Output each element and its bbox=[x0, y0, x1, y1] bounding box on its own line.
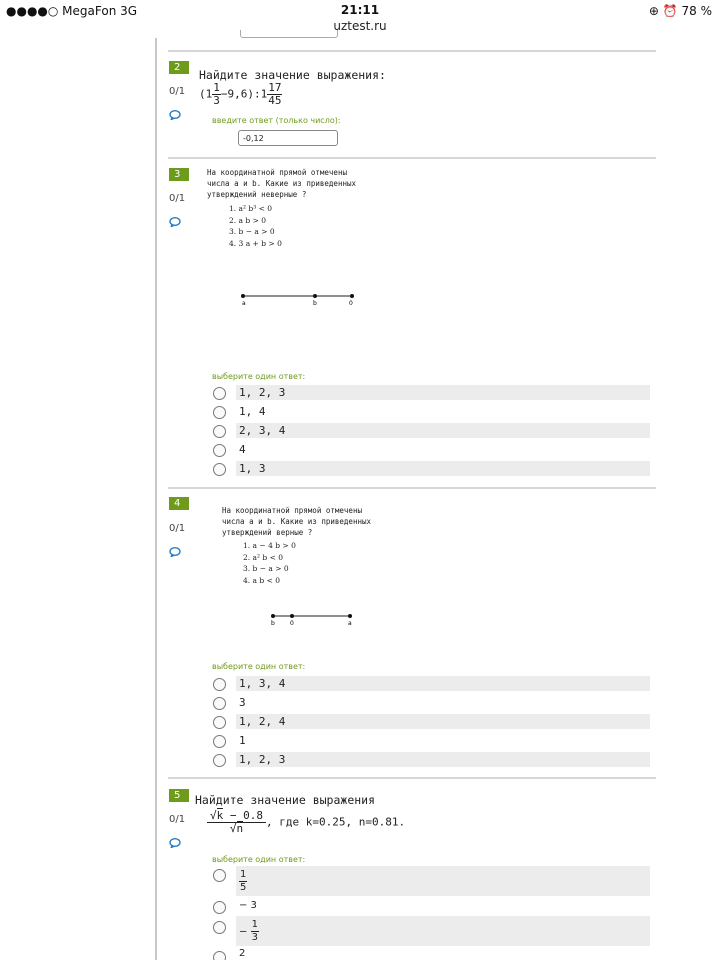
option-label[interactable]: 1, 2, 3 bbox=[236, 752, 650, 767]
numerator: √k − 0.8 bbox=[207, 810, 266, 823]
numberline-label: b bbox=[271, 620, 275, 627]
denominator: 45 bbox=[268, 94, 282, 107]
question-title: Найдите значение выражения: bbox=[199, 68, 386, 82]
option-label[interactable]: 1, 4 bbox=[239, 405, 266, 418]
numerator: 1 bbox=[213, 81, 220, 94]
url-bar[interactable]: uztest.ru bbox=[333, 19, 387, 33]
option-label[interactable] bbox=[236, 866, 650, 896]
denominator: 5 bbox=[240, 882, 247, 893]
sign: − bbox=[239, 926, 248, 938]
question-score: 0/1 bbox=[169, 523, 186, 534]
numberline-label: b bbox=[313, 300, 317, 307]
question-title: Найдите значение выражения bbox=[195, 793, 376, 807]
option-label[interactable]: 1 bbox=[239, 734, 246, 747]
option-radio[interactable] bbox=[213, 869, 226, 882]
divider bbox=[168, 50, 656, 52]
question-number: 5 bbox=[169, 789, 189, 802]
statement: 3. b − a > 0 bbox=[229, 227, 275, 236]
answer-hint: выберите один ответ: bbox=[212, 855, 306, 864]
option-radio[interactable] bbox=[213, 463, 226, 476]
option-radio[interactable] bbox=[213, 387, 226, 400]
expr-part: (1 bbox=[199, 87, 213, 101]
option-radio[interactable] bbox=[213, 697, 226, 710]
question-number: 2 bbox=[169, 61, 189, 74]
statement: 1. a − 4 b > 0 bbox=[243, 541, 296, 550]
radicand: n bbox=[236, 822, 244, 835]
divider bbox=[168, 487, 656, 489]
math-expression bbox=[199, 82, 282, 107]
option-radio[interactable] bbox=[213, 901, 226, 914]
denominator: 3 bbox=[213, 94, 220, 107]
fraction bbox=[267, 82, 282, 107]
expr-part: −9,6):1 bbox=[220, 87, 268, 101]
comment-icon[interactable] bbox=[169, 547, 181, 557]
option-radio[interactable] bbox=[213, 425, 226, 438]
fraction bbox=[251, 919, 259, 944]
comment-icon[interactable] bbox=[169, 217, 181, 227]
content-border bbox=[155, 38, 157, 960]
answer-input[interactable]: -0,12 bbox=[238, 130, 338, 146]
option-radio[interactable] bbox=[213, 678, 226, 691]
answer-hint: выберите один ответ: bbox=[212, 372, 306, 381]
number-line bbox=[238, 290, 360, 308]
statement-list bbox=[229, 203, 282, 249]
option-label[interactable]: 1, 3, 4 bbox=[236, 676, 650, 691]
answer-hint: введите ответ (только число): bbox=[212, 116, 341, 125]
fraction bbox=[212, 82, 221, 107]
carrier-signal: ●●●●○ MegaFon 3G bbox=[6, 4, 138, 18]
numerator: 1 bbox=[240, 869, 247, 880]
option-label[interactable]: 2 bbox=[239, 948, 246, 959]
radicand: k bbox=[216, 809, 224, 822]
numberline-label: 0 bbox=[290, 620, 294, 627]
option-label[interactable]: 4 bbox=[239, 443, 246, 456]
statement: 3. b − a > 0 bbox=[243, 564, 289, 573]
battery-indicator: ⊕ ⏰ 78 % bbox=[648, 4, 712, 18]
denominator: √n bbox=[229, 822, 244, 835]
comment-icon[interactable] bbox=[169, 110, 181, 120]
question-number: 3 bbox=[169, 168, 189, 181]
previous-answer-field[interactable] bbox=[240, 30, 338, 38]
numerator: 1 bbox=[251, 919, 258, 930]
option-label[interactable]: 1, 2, 4 bbox=[236, 714, 650, 729]
numberline-label: 0 bbox=[349, 300, 353, 307]
denominator: 3 bbox=[251, 932, 258, 943]
fraction bbox=[207, 810, 266, 835]
option-label[interactable]: − 3 bbox=[239, 900, 257, 911]
expr-part: − 0.8 bbox=[223, 809, 263, 822]
question-score: 0/1 bbox=[169, 86, 186, 97]
option-radio[interactable] bbox=[213, 444, 226, 457]
answer-hint: выберите один ответ: bbox=[212, 662, 306, 671]
math-expression bbox=[207, 810, 405, 835]
option-radio[interactable] bbox=[213, 735, 226, 748]
option-label[interactable] bbox=[236, 916, 650, 946]
question-text: На координатной прямой отмечены числа a и b. Какие из приведенных утверждений верные ? bbox=[222, 506, 372, 537]
divider bbox=[168, 777, 656, 779]
statement: 2. a b > 0 bbox=[229, 215, 267, 225]
numberline-label: a bbox=[348, 620, 352, 627]
option-label[interactable]: 1, 3 bbox=[236, 461, 650, 476]
question-score: 0/1 bbox=[169, 814, 186, 825]
statement-list bbox=[243, 540, 296, 586]
option-label[interactable]: 3 bbox=[239, 696, 246, 709]
option-radio[interactable] bbox=[213, 921, 226, 934]
statement: 2. a² b < 0 bbox=[243, 552, 284, 562]
statement: 4. 3 a + b > 0 bbox=[229, 238, 282, 248]
option-label[interactable]: 2, 3, 4 bbox=[236, 423, 650, 438]
question-score: 0/1 bbox=[169, 193, 186, 204]
option-radio[interactable] bbox=[213, 716, 226, 729]
option-radio[interactable] bbox=[213, 754, 226, 767]
question-text: На координатной прямой отмечены числа a и b. Какие из приведенных утверждений неверные ? bbox=[207, 168, 357, 199]
question-number: 4 bbox=[169, 497, 189, 510]
fraction bbox=[239, 869, 247, 894]
divider bbox=[168, 157, 656, 159]
statement: 4. a b < 0 bbox=[243, 575, 281, 585]
option-radio[interactable] bbox=[213, 406, 226, 419]
numerator: 17 bbox=[268, 81, 282, 94]
number-line bbox=[268, 611, 358, 629]
clock: 21:11 bbox=[340, 3, 380, 17]
option-radio[interactable] bbox=[213, 951, 226, 960]
option-label[interactable]: 1, 2, 3 bbox=[236, 385, 650, 400]
numberline-label: a bbox=[242, 300, 246, 307]
statement: 1. a² b³ < 0 bbox=[229, 204, 273, 213]
comment-icon[interactable] bbox=[169, 838, 181, 848]
expr-part: , где k=0.25, n=0.81. bbox=[266, 815, 406, 829]
